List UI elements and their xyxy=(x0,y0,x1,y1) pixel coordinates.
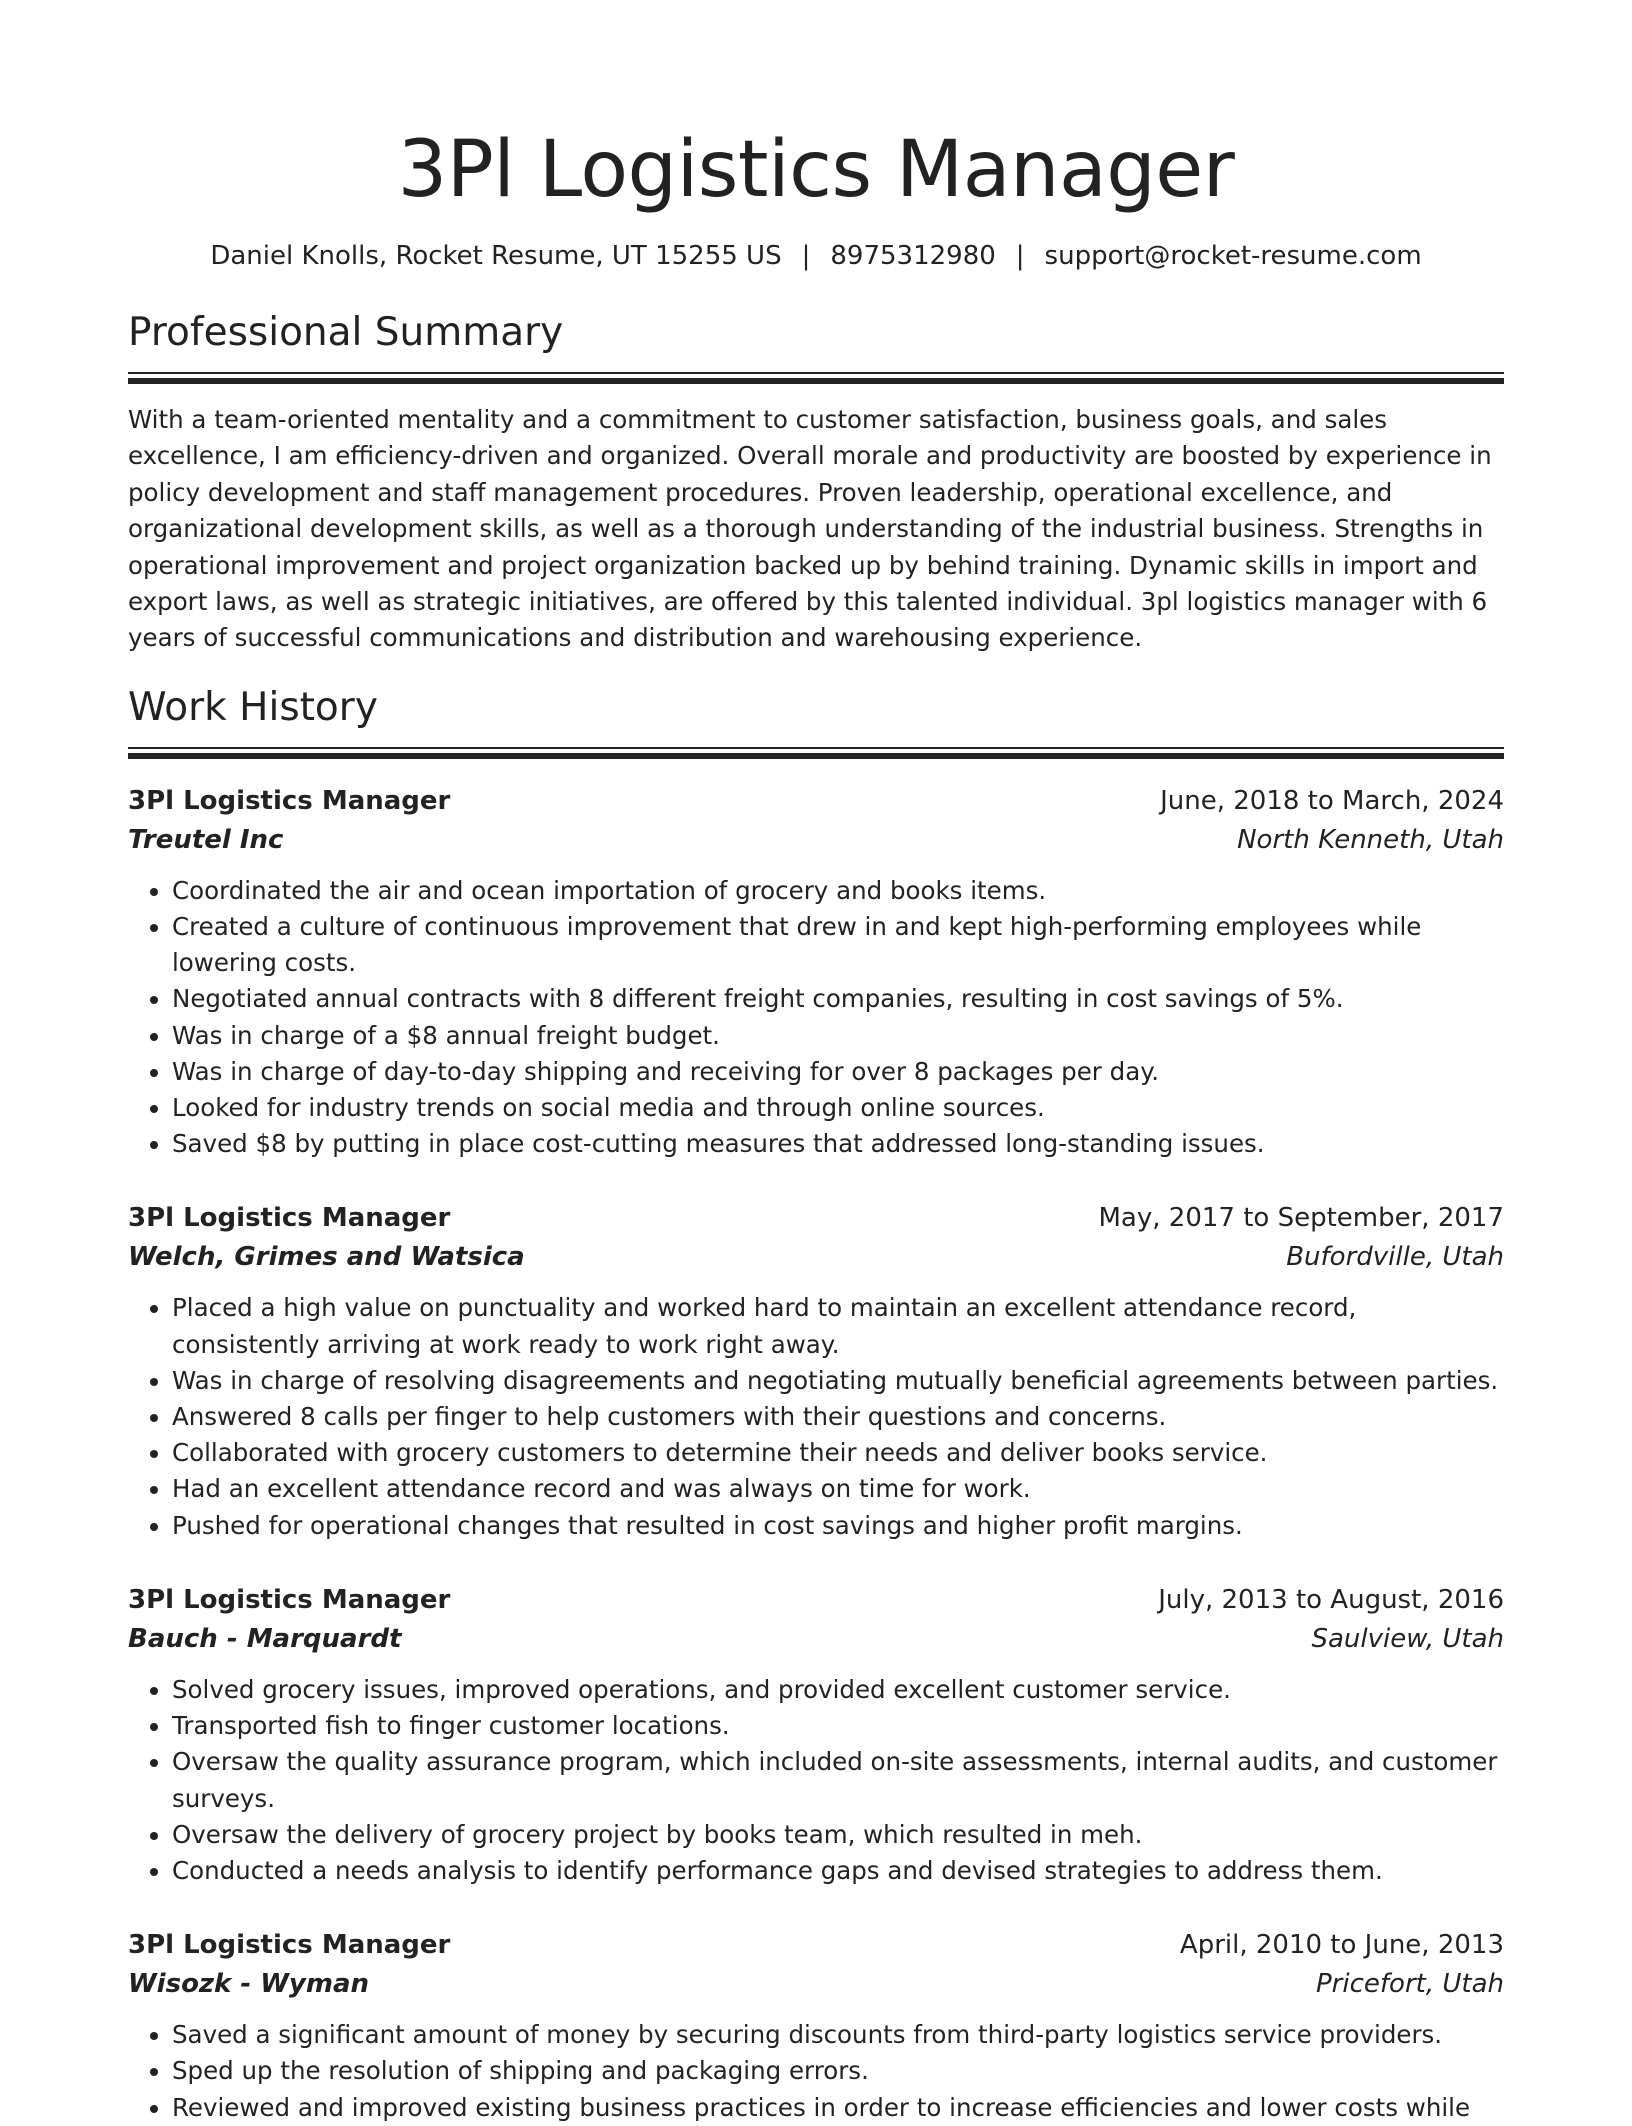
contact-separator: | xyxy=(801,241,811,271)
job-bullet: • Was in charge of day-to-day shipping and receiving for over 8 packages per day. xyxy=(172,1054,1504,1090)
job-title: 3Pl Logistics Manager xyxy=(128,785,451,816)
contact-phone: 8975312980 xyxy=(830,241,996,271)
job-company: Wisozk - Wyman xyxy=(128,1969,370,2000)
job-company-row xyxy=(128,1620,1504,1658)
job-list xyxy=(128,781,1504,2126)
job-header-row xyxy=(128,781,1504,821)
job-bullets xyxy=(128,1672,1504,1889)
job-company: Treutel Inc xyxy=(128,824,284,855)
job-entry xyxy=(128,1925,1504,2126)
contact-email: support@rocket-resume.com xyxy=(1044,241,1422,271)
contact-address: Daniel Knolls, Rocket Resume, UT 15255 US xyxy=(210,241,782,271)
job-location: Saulview, Utah xyxy=(1311,1623,1504,1654)
job-entry xyxy=(128,1580,1504,1889)
summary-text: With a team-oriented mentality and a commitment to customer satisfaction, business goals, and sales excellence, I am efficiency-driven and organized. Overall morale and productivity are boosted by experience in policy development and staff management procedures. Proven leadership, operational excellence, and organizational development skills, as well as a thorough understanding of the industrial business. Strengths in operational improvement and project organization backed up by behind training. Dynamic skills in import and export laws, as well as strategic initiatives, are offered by this talented individual. 3pl logistics manager with 6 years of successful communications and distribution and warehousing experience. xyxy=(128,405,1492,653)
contact-separator: | xyxy=(1015,241,1025,271)
job-header-row xyxy=(128,1198,1504,1238)
job-bullet: • Oversaw the delivery of grocery project by books team, which resulted in meh. xyxy=(172,1817,1504,1853)
job-bullet: • Was in charge of a $8 annual freight budget. xyxy=(172,1018,1504,1054)
job-header-row xyxy=(128,1580,1504,1620)
job-bullet: • Saved a significant amount of money by securing discounts from third-party logistics service providers. xyxy=(172,2017,1504,2053)
job-bullet: • Negotiated annual contracts with 8 different freight companies, resulting in cost savings of 5%. xyxy=(172,981,1504,1017)
section-divider xyxy=(128,372,1504,386)
job-company: Welch, Grimes and Watsica xyxy=(128,1242,525,1273)
job-bullet: • Coordinated the air and ocean importation of grocery and books items. xyxy=(172,873,1504,909)
job-company-row xyxy=(128,821,1504,859)
job-location: North Kenneth, Utah xyxy=(1237,824,1504,855)
job-bullet: • Answered 8 calls per finger to help customers with their questions and concerns. xyxy=(172,1399,1504,1435)
job-location: Bufordville, Utah xyxy=(1286,1242,1504,1273)
section-heading-summary: Professional Summary xyxy=(128,310,564,355)
job-bullet: • Looked for industry trends on social media and through online sources. xyxy=(172,1090,1504,1126)
job-company: Bauch - Marquardt xyxy=(128,1623,402,1654)
summary-section xyxy=(128,308,1504,657)
section-divider xyxy=(128,747,1504,761)
job-bullet: • Had an excellent attendance record and was always on time for work. xyxy=(172,1471,1504,1507)
job-bullet: • Collaborated with grocery customers to determine their needs and deliver books service. xyxy=(172,1435,1504,1471)
resume-page xyxy=(128,0,1504,2126)
job-bullet: • Conducted a needs analysis to identify performance gaps and devised strategies to address them. xyxy=(172,1853,1504,1889)
job-bullet: • Saved $8 by putting in place cost-cutting measures that addressed long-standing issues. xyxy=(172,1126,1504,1162)
job-dates: June, 2018 to March, 2024 xyxy=(1160,785,1504,816)
job-location: Pricefort, Utah xyxy=(1316,1969,1504,2000)
job-bullets xyxy=(128,1290,1504,1543)
job-dates: May, 2017 to September, 2017 xyxy=(1098,1203,1504,1234)
job-bullet: • Solved grocery issues, improved operations, and provided excellent customer service. xyxy=(172,1672,1504,1708)
job-bullets xyxy=(128,2017,1504,2126)
job-title: 3Pl Logistics Manager xyxy=(128,1584,451,1615)
job-bullet: • Oversaw the quality assurance program, which included on-site assessments, internal audits, and customer surveys. xyxy=(172,1744,1504,1816)
job-dates: July, 2013 to August, 2016 xyxy=(1158,1584,1504,1615)
job-entry xyxy=(128,781,1504,1163)
job-title: 3Pl Logistics Manager xyxy=(128,1203,451,1234)
work-history-section xyxy=(128,683,1504,2126)
job-bullet: • Created a culture of continuous improvement that drew in and kept high-performing employees while lowering costs. xyxy=(172,909,1504,981)
contact-line xyxy=(128,238,1504,274)
job-bullet: • Pushed for operational changes that resulted in cost savings and higher profit margins. xyxy=(172,1508,1504,1544)
job-header-row xyxy=(128,1925,1504,1965)
resume-title: 3Pl Logistics Manager xyxy=(397,125,1235,215)
job-bullets xyxy=(128,873,1504,1163)
job-bullet: • Placed a high value on punctuality and worked hard to maintain an excellent attendance record, consistently arriving at work ready to work right away. xyxy=(172,1290,1504,1362)
job-bullet: • Transported fish to finger customer locations. xyxy=(172,1708,1504,1744)
job-entry xyxy=(128,1198,1504,1543)
job-title: 3Pl Logistics Manager xyxy=(128,1930,451,1961)
job-company-row xyxy=(128,1965,1504,2003)
job-dates: April, 2010 to June, 2013 xyxy=(1179,1930,1504,1961)
job-company-row xyxy=(128,1238,1504,1276)
job-bullet: • Sped up the resolution of shipping and packaging errors. xyxy=(172,2053,1504,2089)
job-bullet: • Reviewed and improved existing business practices in order to increase efficiencies and lower costs while xyxy=(172,2090,1504,2126)
job-bullet: • Was in charge of resolving disagreements and negotiating mutually beneficial agreements between parties. xyxy=(172,1363,1504,1399)
section-heading-work-history: Work History xyxy=(128,684,378,730)
